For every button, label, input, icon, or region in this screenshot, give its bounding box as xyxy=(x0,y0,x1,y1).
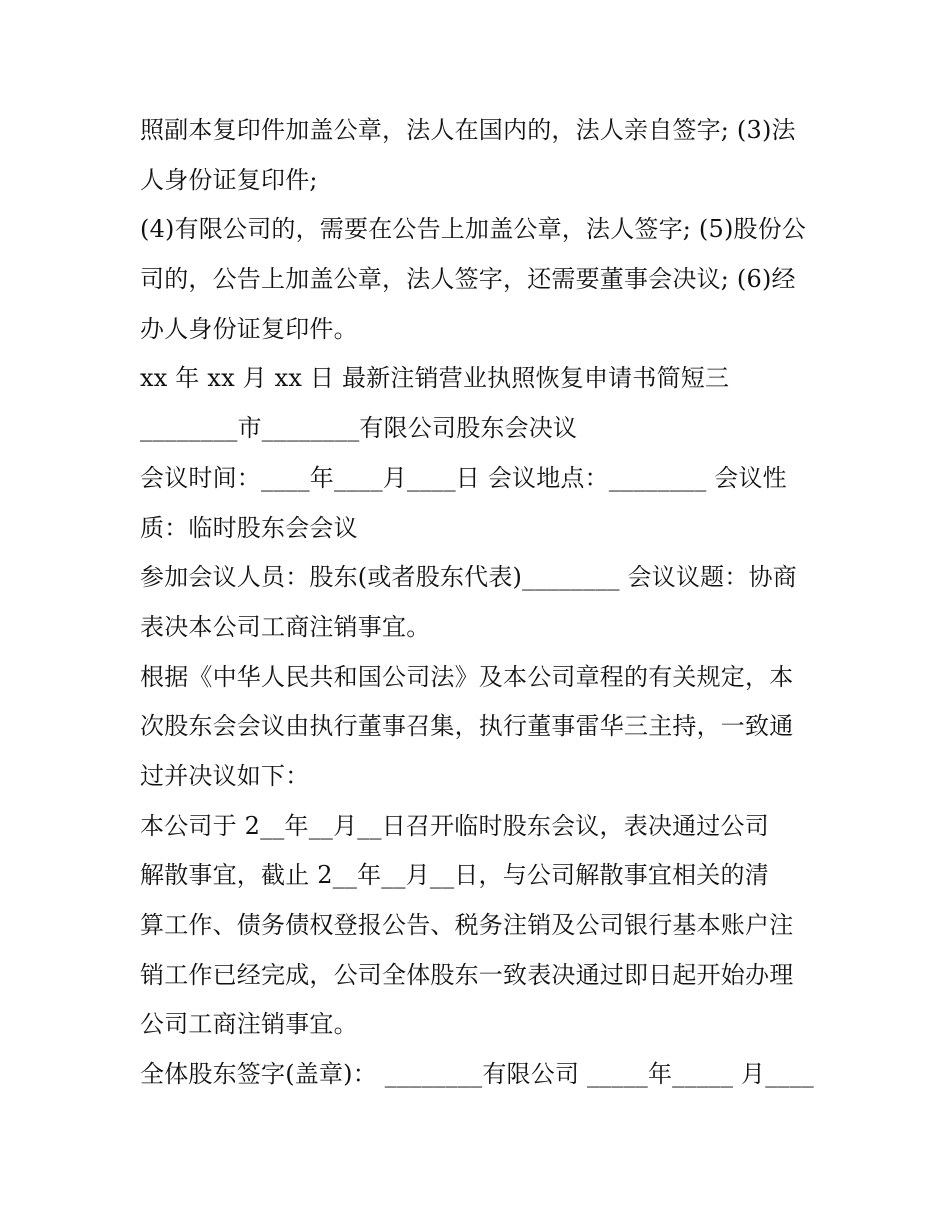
text-line: 司的，公告上加盖公章，法人签字，还需要董事会决议; (6)经 xyxy=(140,265,796,294)
section-heading: xx 年 xx 月 xx 日 最新注销营业执照恢复申请书简短三 xyxy=(140,364,730,393)
text-line: 次股东会会议由执行董事召集，执行董事雷华三主持，一致通 xyxy=(140,712,794,741)
text-line: 根据《中华人民共和国公司法》及本公司章程的有关规定，本 xyxy=(140,662,794,691)
text-line: 质：临时股东会会议 xyxy=(140,513,358,542)
text-line: 公司工商注销事宜。 xyxy=(140,1010,358,1039)
text-line: 解散事宜，截止 2__年__月__日，与公司解散事宜相关的清 xyxy=(140,861,769,890)
text-line: 照副本复印件加盖公章，法人在国内的，法人亲自签字; (3)法 xyxy=(140,116,796,144)
document-body xyxy=(140,106,820,1100)
text-line: (4)有限公司的，需要在公告上加盖公章，法人签字; (5)股份公 xyxy=(140,215,807,244)
resolution-title: ________市________有限公司股东会决议 xyxy=(140,414,578,443)
signature-line: 全体股东签字(盖章)： ________有限公司 _____年_____ 月____ xyxy=(140,1060,815,1089)
text-line: 办人身份证复印件。 xyxy=(140,314,358,343)
text-line: 参加会议人员：股东(或者股东代表)________ 会议议题：协商 xyxy=(140,563,797,592)
text-line: 表决本公司工商注销事宜。 xyxy=(140,612,431,641)
text-line: 销工作已经完成，公司全体股东一致表决通过即日起开始办理 xyxy=(140,960,794,989)
text-line: 会议时间：____年____月____日 会议地点：________ 会议性 xyxy=(140,463,787,492)
text-line: 人身份证复印件; xyxy=(140,165,318,194)
text-line: 过并决议如下： xyxy=(140,761,310,790)
text-line: 本公司于 2__年__月__日召开临时股东会议，表决通过公司 xyxy=(140,811,769,840)
text-line: 算工作、债务债权登报公告、税务注销及公司银行基本账户注 xyxy=(140,911,794,939)
